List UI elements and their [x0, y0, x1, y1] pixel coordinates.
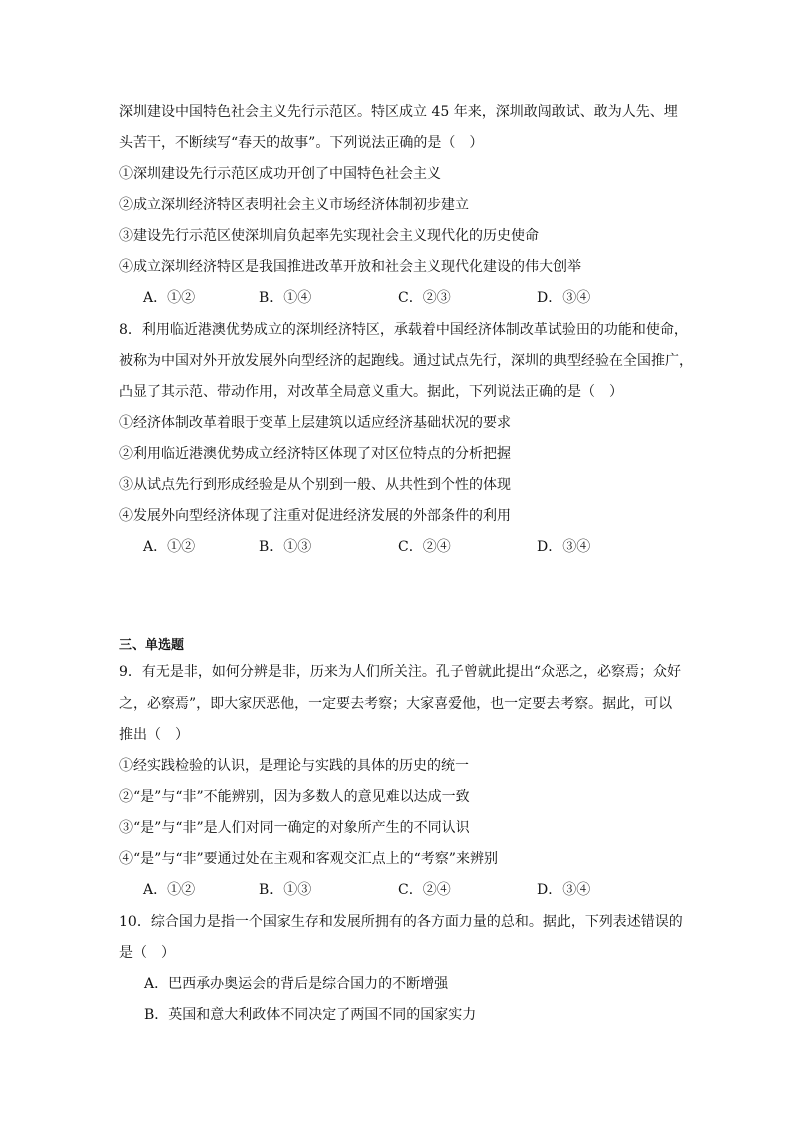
question-8-statement-3: ③从试点先行到形成经验是从个别到一般、从共性到个性的体现	[119, 477, 511, 493]
question-8-statement-1: ①经济体制改革着眼于变革上层建筑以适应经济基础状况的要求	[119, 415, 511, 431]
question-8-statement-2: ②利用临近港澳优势成立经济特区体现了对区位特点的分析把握	[119, 446, 511, 462]
question-7-stem-line-1: 深圳建设中国特色社会主义先行示范区。特区成立 45 年来，深圳敢闯敢试、敢为人先、埋	[119, 104, 678, 120]
question-8-option-c: C．②④	[398, 539, 451, 555]
question-10-stem-line-1: 10．综合国力是指一个国家生存和发展所拥有的各方面力量的总和。据此，下列表述错误的	[119, 914, 683, 930]
question-7-statement-4: ④成立深圳经济特区是我国推进改革开放和社会主义现代化建设的伟大创举	[119, 259, 581, 275]
question-10-choice-a: A．巴西承办奥运会的背后是综合国力的不断增强	[144, 976, 449, 992]
question-8-statement-4: ④发展外向型经济体现了注重对促进经济发展的外部条件的利用	[119, 508, 511, 524]
question-7-stem-line-2: 头苦干，不断续写“春天的故事”。下列说法正确的是（ ）	[119, 135, 484, 151]
question-10-choice-b: B．英国和意大利政体不同决定了两国不同的国家实力	[144, 1007, 477, 1023]
question-10-stem-line-2: 是（ ）	[119, 945, 175, 961]
question-7-options	[0, 288, 794, 308]
question-9-statement-1: ①经实践检验的认识，是理论与实践的具体的历史的统一	[119, 758, 469, 774]
question-9-option-d: D．③④	[537, 882, 591, 898]
question-9-options	[0, 880, 794, 900]
question-7-statement-3: ③建设先行示范区使深圳肩负起率先实现社会主义现代化的历史使命	[119, 228, 539, 244]
question-8-option-d: D．③④	[537, 539, 591, 555]
question-9-option-c: C．②④	[398, 882, 451, 898]
question-8-option-b: B．①③	[259, 539, 312, 555]
question-9-statement-2: ②“是”与“非”不能辨别，因为多数人的意见难以达成一致	[119, 789, 470, 805]
question-8-option-a: A．①②	[143, 539, 196, 555]
question-8-options	[0, 537, 794, 557]
question-7-statement-1: ①深圳建设先行示范区成功开创了中国特色社会主义	[119, 166, 441, 182]
question-8-stem-line-1: 8．利用临近港澳优势成立的深圳经济特区，承载着中国经济体制改革试验田的功能和使命，	[119, 322, 688, 338]
question-7-statement-2: ②成立深圳经济特区表明社会主义市场经济体制初步建立	[119, 197, 469, 213]
question-9-option-a: A．①②	[143, 882, 196, 898]
question-9-stem-line-3: 推出（ ）	[119, 727, 189, 743]
question-9-statement-4: ④“是”与“非”要通过处在主观和客观交汇点上的“考察”来辨别	[119, 851, 498, 867]
question-8-stem-line-3: 凸显了其示范、带动作用，对改革全局意义重大。据此，下列说法正确的是（ ）	[119, 384, 623, 400]
section-heading: 三、单选题	[119, 638, 185, 653]
question-9-statement-3: ③“是”与“非”是人们对同一确定的对象所产生的不同认识	[119, 820, 470, 836]
question-7-option-a: A．①②	[143, 290, 196, 306]
question-8-stem-line-2: 被称为中国对外开放发展外向型经济的起跑线。通过试点先行，深圳的典型经验在全国推广，	[119, 353, 693, 369]
question-9-stem-line-1: 9．有无是非，如何分辨是非，历来为人们所关注。孔子曾就此提出“众恶之，必察焉；众好	[119, 664, 682, 680]
question-7-option-c: C．②③	[398, 290, 451, 306]
question-9-stem-line-2: 之，必察焉”，即大家厌恶他，一定要去考察；大家喜爱他，也一定要去考察。据此，可以	[119, 696, 673, 712]
question-7-option-d: D．③④	[537, 290, 591, 306]
question-9-option-b: B．①③	[259, 882, 312, 898]
question-7-option-b: B．①④	[259, 290, 312, 306]
